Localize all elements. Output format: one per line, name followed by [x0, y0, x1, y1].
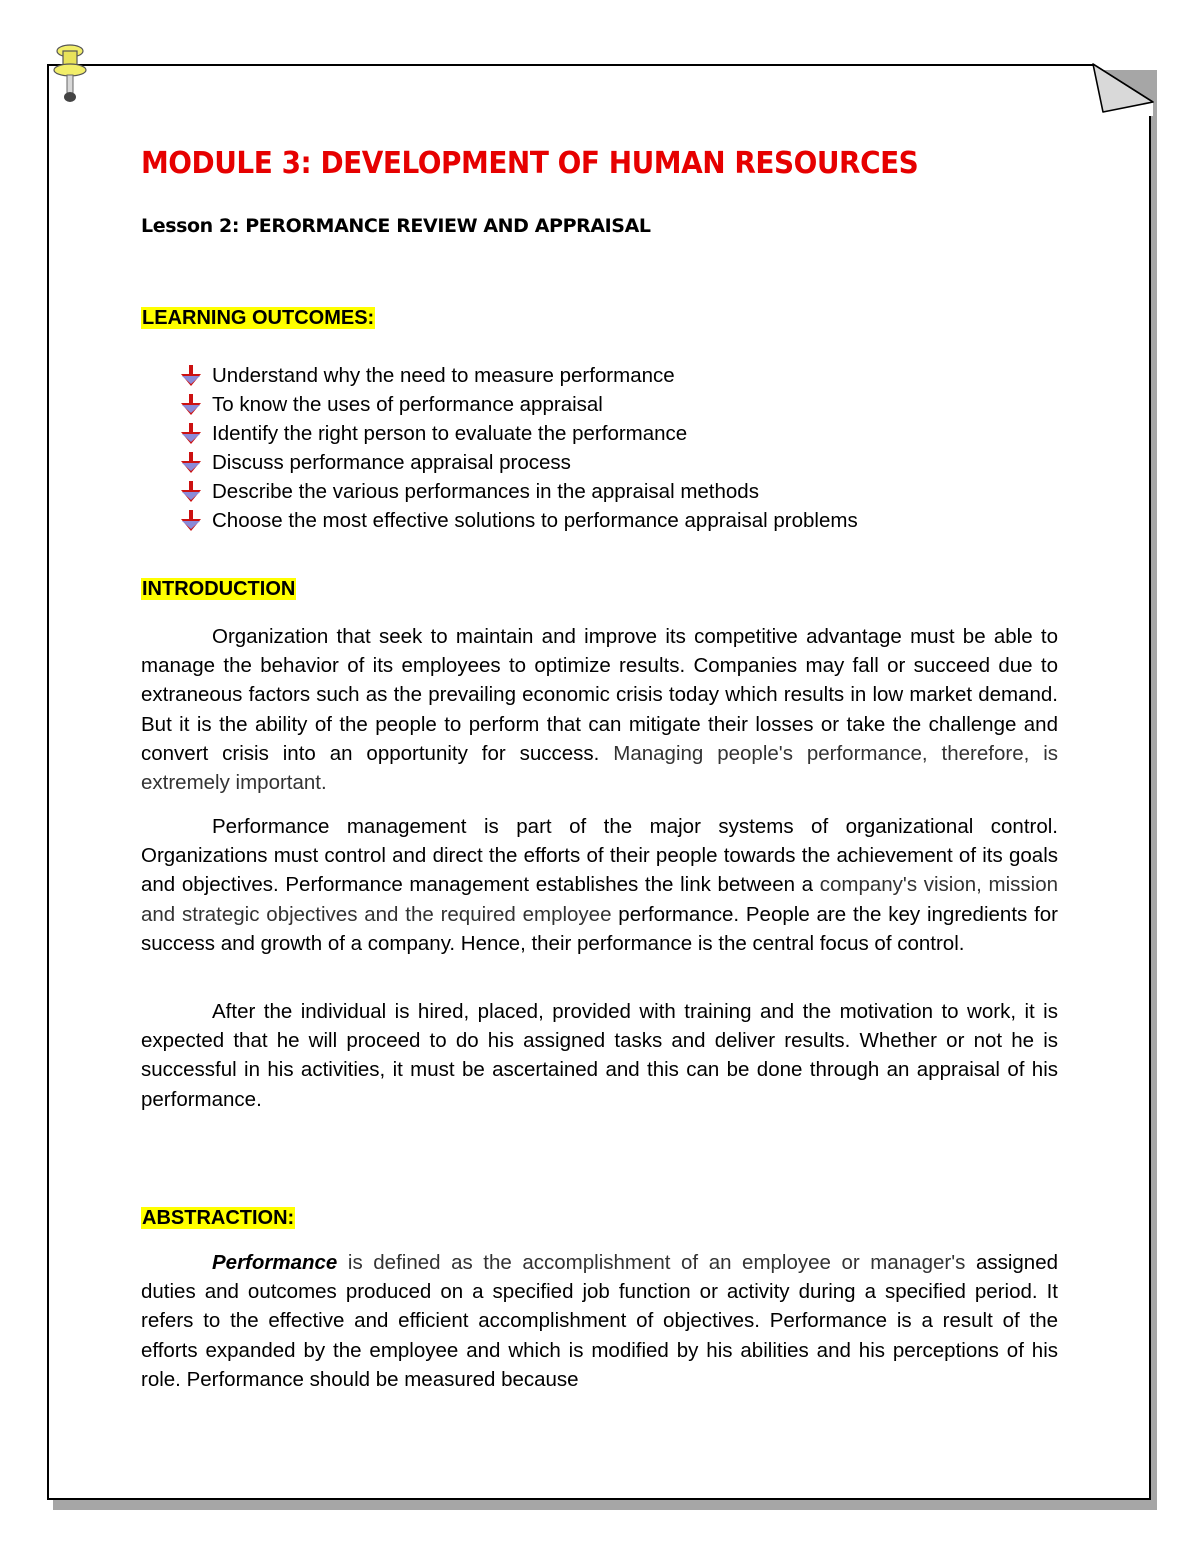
outcome-text: Choose the most effective solutions to performance appraisal problems: [212, 508, 858, 532]
list-item: [181, 390, 858, 419]
introduction-heading-text: INTRODUCTION: [142, 578, 296, 600]
intro-p2-text-b: company's vision, mission and strategic objectives and the required employee: [141, 873, 1059, 926]
introduction-paragraph-2: [141, 812, 1058, 958]
folded-corner: [1091, 62, 1155, 118]
intro-p2-text-a: Performance management is part of the major systems of organizational control. Organizations must control and direct the efforts of their people towards the achievement of its goals and objectives. Performance management establishes the link between a: [141, 815, 1058, 897]
learning-outcomes-list: [181, 361, 858, 535]
outcome-text: Describe the various performances in the appraisal methods: [212, 479, 759, 503]
introduction-heading: [141, 577, 296, 601]
intro-p1-tail: Managing people's performance, therefore, is extremely important.: [141, 741, 1059, 795]
abstraction-paragraph-1: [141, 1248, 1058, 1394]
down-arrow-bullet-icon: [181, 510, 201, 532]
outcome-text: To know the uses of performance appraisal: [212, 392, 603, 416]
intro-p2-text-c: performance. People are the key ingredients for success and growth of a company. Hence, their performance is the central focus of control.: [141, 902, 1058, 955]
abstraction-heading-text: ABSTRACTION:: [142, 1207, 295, 1229]
pushpin-icon: [50, 42, 90, 106]
outcome-text: Understand why the need to measure performance: [212, 363, 675, 387]
introduction-paragraph-1: [141, 622, 1058, 797]
abstraction-p1-text-a: is defined as the accomplishment of an employee or manager's: [347, 1251, 966, 1274]
list-item: [181, 448, 858, 477]
list-item: [181, 506, 858, 535]
learning-outcomes-heading-text: LEARNING OUTCOMES:: [142, 307, 375, 329]
intro-p1-text: Organization that seek to maintain and improve its competitive advantage must be able to manage the behavior of its employees to optimize results. Companies may fall or succeed due to extraneous factors such as the prevailing economic crisis today which results in low market demand. But it is the ability of the people to perform that can mitigate their losses or take the challenge and convert crisis into an opportunity for success.: [141, 625, 1058, 765]
abstraction-p1-text-b: assigned duties and outcomes produced on a specified job function or activity during a specified period. It refers to the effective and efficient accomplishment of objectives. Performance is a result of the efforts expanded by the employee and which is modified by his abilities and his perceptions of his role. Performance should be measured because: [141, 1251, 1058, 1391]
down-arrow-bullet-icon: [181, 365, 201, 387]
list-item: [181, 477, 858, 506]
module-title: MODULE 3: DEVELOPMENT OF HUMAN RESOURCES: [141, 146, 919, 181]
down-arrow-bullet-icon: [181, 481, 201, 503]
introduction-paragraph-3: After the individual is hired, placed, provided with training and the motivation to work, it is expected that he will proceed to do his assigned tasks and deliver results. Whether or not he is successful in his activities, it must be ascertained and this can be done through an appraisal of his performance.: [141, 1000, 1058, 1111]
abstraction-heading: [141, 1206, 295, 1230]
down-arrow-bullet-icon: [181, 423, 201, 445]
performance-term: Performance: [212, 1251, 338, 1274]
learning-outcomes-heading: [141, 306, 375, 330]
lesson-title: Lesson 2: PERORMANCE REVIEW AND APPRAISAL: [141, 215, 651, 237]
down-arrow-bullet-icon: [181, 394, 201, 416]
list-item: [181, 361, 858, 390]
outcome-text: Discuss performance appraisal process: [212, 450, 571, 474]
list-item: [181, 419, 858, 448]
down-arrow-bullet-icon: [181, 452, 201, 474]
outcome-text: Identify the right person to evaluate the performance: [212, 421, 688, 445]
